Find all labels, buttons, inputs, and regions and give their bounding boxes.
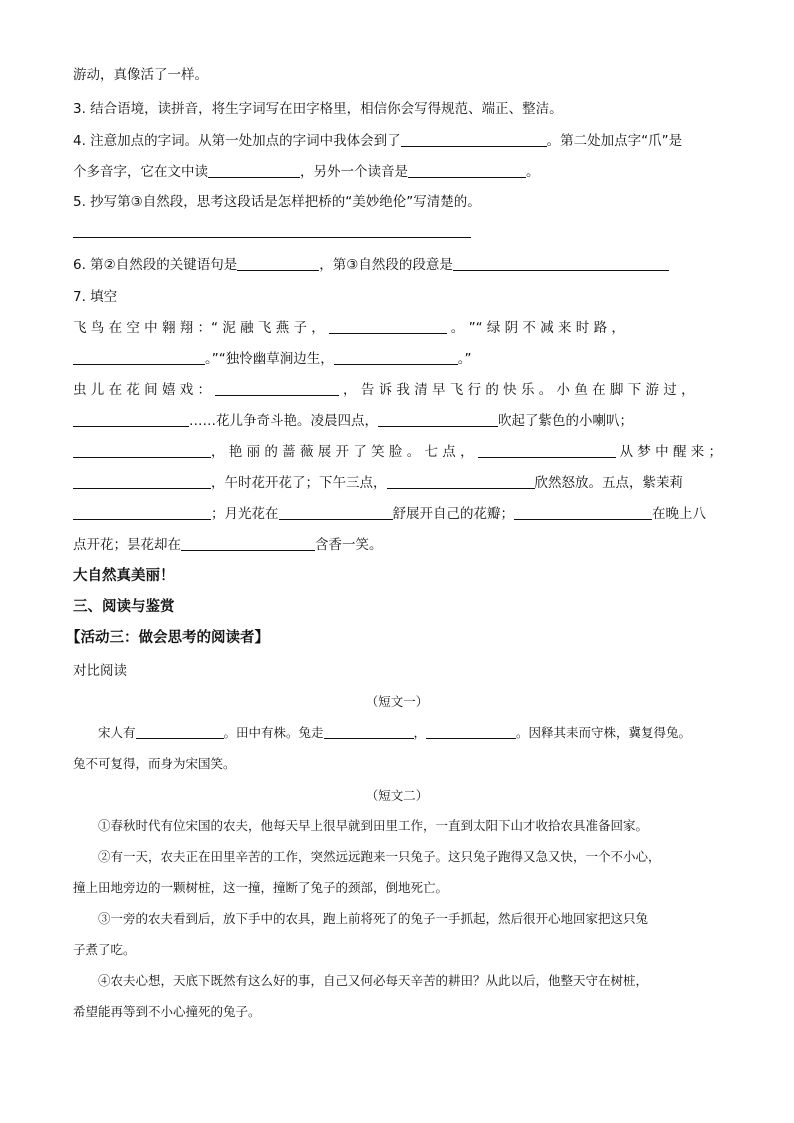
question-7: 7. 填空 [73, 289, 118, 305]
answer-blank[interactable] [237, 256, 319, 271]
text-line: 游动，真像活了一样。 [73, 67, 208, 83]
fill-line [73, 350, 472, 368]
answer-blank[interactable] [208, 163, 300, 178]
fill-text: 虫 儿 在 花 间 嬉 戏 ： [73, 382, 212, 398]
question-4-text: 4. 注意加点的字词。从第一处加点的字词中我体会到了 [73, 133, 401, 149]
question-4 [73, 132, 682, 150]
answer-blank[interactable] [401, 132, 547, 147]
fill-text: ， 告 诉 我 清 早 飞 行 的 快 乐 。 小 鱼 在 脚 下 游 过 ， [343, 382, 695, 398]
fill-line [73, 474, 683, 492]
passage-text: ， [413, 725, 427, 740]
fill-text: 点开花；昙花却在 [73, 537, 181, 553]
answer-line[interactable] [73, 237, 471, 238]
question-4-cont [73, 163, 540, 181]
answer-blank[interactable] [73, 443, 211, 458]
passage-2-paragraph: 子煮了吃。 [73, 942, 136, 957]
section-heading: 三、阅读与鉴赏 [73, 599, 175, 615]
answer-blank[interactable] [215, 381, 339, 396]
answer-blank[interactable] [453, 256, 669, 271]
passage-2-paragraph: ③一旁的农夫看到后，放下手中的农具，跑上前将死了的兔子一手抓起，然后很开心地回家把这只兔 [98, 911, 649, 926]
fill-text: ……花儿争奇斗艳。凌晨四点， [189, 413, 378, 429]
question-6 [73, 256, 669, 274]
fill-text: 。”“独怜幽草涧边生， [205, 351, 334, 367]
passage-text: 。因释其耒而守株，冀复得兔。 [516, 725, 692, 740]
question-4-text: ，另外一个读音是 [300, 164, 408, 180]
fill-text: 吹起了紫色的小喇叭； [498, 413, 633, 429]
answer-blank[interactable] [73, 412, 189, 427]
fill-text: ， 艳 丽 的 蔷 薇 展 开 了 笑 脸 。 七 点 ， [211, 444, 474, 460]
passage-2-paragraph: ①春秋时代有位宋国的农夫，他每天早上很早就到田里工作，一直到太阳下山才收拾农具准备回家。 [98, 818, 649, 833]
passage-text: 宋人有 [98, 725, 136, 740]
answer-blank[interactable] [514, 505, 652, 520]
answer-blank[interactable] [426, 724, 516, 739]
fill-line [73, 412, 633, 430]
question-6-text: ，第③自然段的段意是 [319, 257, 453, 273]
fill-text: ，午时花开花了；下午三点， [211, 475, 387, 491]
fill-line [73, 443, 722, 461]
fill-text: 欣然怒放。五点，紫茉莉 [534, 475, 683, 491]
passage-1-title: （短文一） [365, 694, 429, 709]
answer-blank[interactable] [136, 724, 224, 739]
question-5: 5. 抄写第③自然段，思考这段话是怎样把桥的“美妙绝伦”写清楚的。 [73, 194, 481, 210]
fill-text: ；月光花在 [211, 506, 279, 522]
fill-text: 在晚上八 [652, 506, 706, 522]
question-6-text: 6. 第②自然段的关键语句是 [73, 257, 238, 273]
answer-blank[interactable] [181, 536, 315, 551]
passage-2-paragraph: ④农夫心想，天底下既然有这么好的事，自己又何必每天辛苦的耕田？从此以后，他整天守在树桩， [98, 973, 649, 988]
passage-2-paragraph: 希望能再等到不小心撞死的兔子。 [73, 1004, 261, 1019]
fill-text: 飞 鸟 在 空 中 翱 翔 ：“ 泥 融 飞 燕 子 ， [73, 320, 325, 336]
passage-2-title: （短文二） [365, 788, 429, 803]
question-4-text: 。 [526, 164, 540, 180]
answer-blank[interactable] [378, 412, 498, 427]
fill-line [73, 381, 695, 399]
fill-text: 含香一笑。 [315, 537, 383, 553]
fill-text: 从 梦 中 醒 来 ； [619, 444, 723, 460]
fill-line [73, 505, 706, 523]
passage-text: 。田中有株。兔走 [223, 725, 324, 740]
answer-blank[interactable] [478, 443, 616, 458]
answer-blank[interactable] [408, 163, 526, 178]
answer-blank[interactable] [387, 474, 535, 489]
question-4-text: 。第二处加点字“爪”是 [546, 133, 683, 149]
question-4-text: 个多音字，它在文中读 [73, 164, 208, 180]
answer-blank[interactable] [73, 505, 211, 520]
answer-blank[interactable] [73, 474, 211, 489]
fill-line [73, 319, 625, 337]
answer-blank[interactable] [334, 350, 458, 365]
passage-2-paragraph: ②有一天，农夫正在田里辛苦的工作，突然远远跑来一只兔子。这只兔子跑得又急又快，一个不小心， [98, 849, 661, 864]
subheading: 对比阅读 [73, 663, 127, 679]
passage-1-line [98, 724, 691, 742]
answer-blank[interactable] [329, 319, 447, 334]
fill-text: 。” [457, 351, 472, 367]
passage-1-line: 兔不可复得，而身为宋国笑。 [73, 756, 236, 771]
fill-text: 。 ”“ 绿 阴 不 减 来 时 路 ， [450, 320, 625, 336]
answer-blank[interactable] [324, 724, 414, 739]
closing-line: 大自然真美丽！ [73, 568, 175, 584]
activity-heading: 【活动三：做会思考的阅读者】 [66, 630, 269, 646]
passage-2-paragraph: 撞上田地旁边的一颗树桩，这一撞，撞断了兔子的颈部，倒地死亡。 [73, 880, 449, 895]
answer-blank[interactable] [73, 350, 205, 365]
answer-blank[interactable] [279, 505, 393, 520]
fill-text: 舒展开自己的花瓣； [392, 506, 514, 522]
question-3: 3. 结合语境，读拼音，将生字词写在田字格里，相信你会写得规范、端正、整洁。 [73, 101, 563, 117]
fill-line [73, 536, 383, 554]
